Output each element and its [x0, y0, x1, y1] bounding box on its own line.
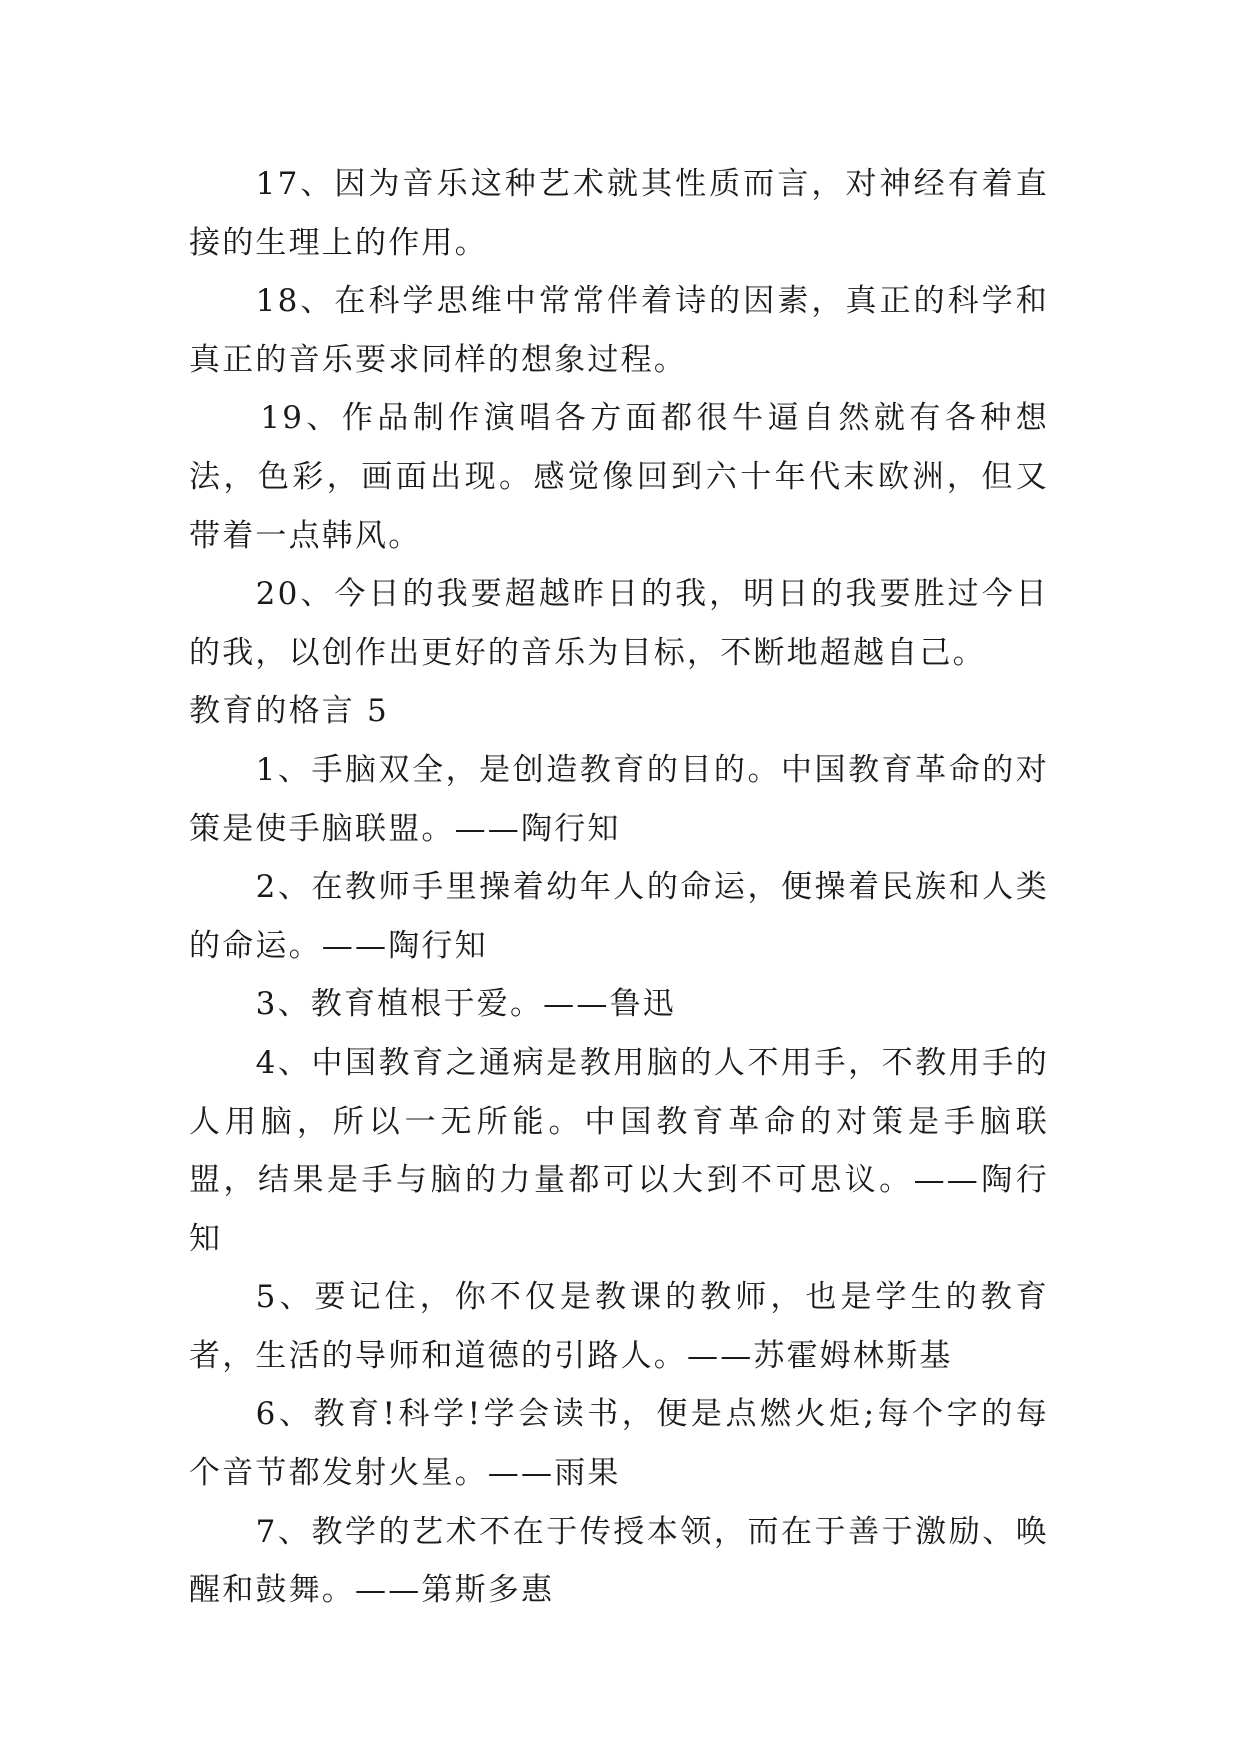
motto-paragraph-2: 2、在教师手里操着幼年人的命运，便操着民族和人类的命运。——陶行知 [189, 869, 1049, 964]
motto-paragraph-6: 6、教育!科学!学会读书，便是点燃火炬;每个字的每个音节都发射火星。——雨果 [189, 1396, 1049, 1492]
quote-paragraph-18: 18、在科学思维中常常伴着诗的因素，真正的科学和真正的音乐要求同样的想象过程。 [189, 283, 1049, 378]
motto-paragraph-3: 3、教育植根于爱。——鲁迅 [255, 986, 676, 1023]
quote-paragraph-17: 17、因为音乐这种艺术就其性质而言，对神经有着直接的生理上的作用。 [189, 166, 1049, 261]
motto-paragraph-1: 1、手脑双全，是创造教育的目的。中国教育革命的对策是使手脑联盟。——陶行知 [189, 751, 1049, 847]
section-title: 教育的格言 5 [189, 693, 389, 730]
motto-paragraph-7: 7、教学的艺术不在于传授本领，而在于善于激励、唤醒和鼓舞。——第斯多惠 [189, 1513, 1049, 1609]
document-body [189, 155, 1049, 1620]
motto-paragraph-5: 5、要记住，你不仅是教课的教师，也是学生的教育者，生活的导师和道德的引路人。——苏霍姆林斯基 [189, 1279, 1049, 1374]
quote-paragraph-19: 19、作品制作演唱各方面都很牛逼自然就有各种想法，色彩，画面出现。感觉像回到六十年代末欧洲，但又带着一点韩风。 [189, 400, 1049, 554]
quote-paragraph-20: 20、今日的我要超越昨日的我，明日的我要胜过今日的我，以创作出更好的音乐为目标，不断地超越自己。 [189, 576, 1049, 671]
motto-paragraph-4: 4、中国教育之通病是教用脑的人不用手，不教用手的人用脑，所以一无所能。中国教育革命的对策是手脑联盟，结果是手与脑的力量都可以大到不可思议。——陶行知 [189, 1044, 1049, 1257]
